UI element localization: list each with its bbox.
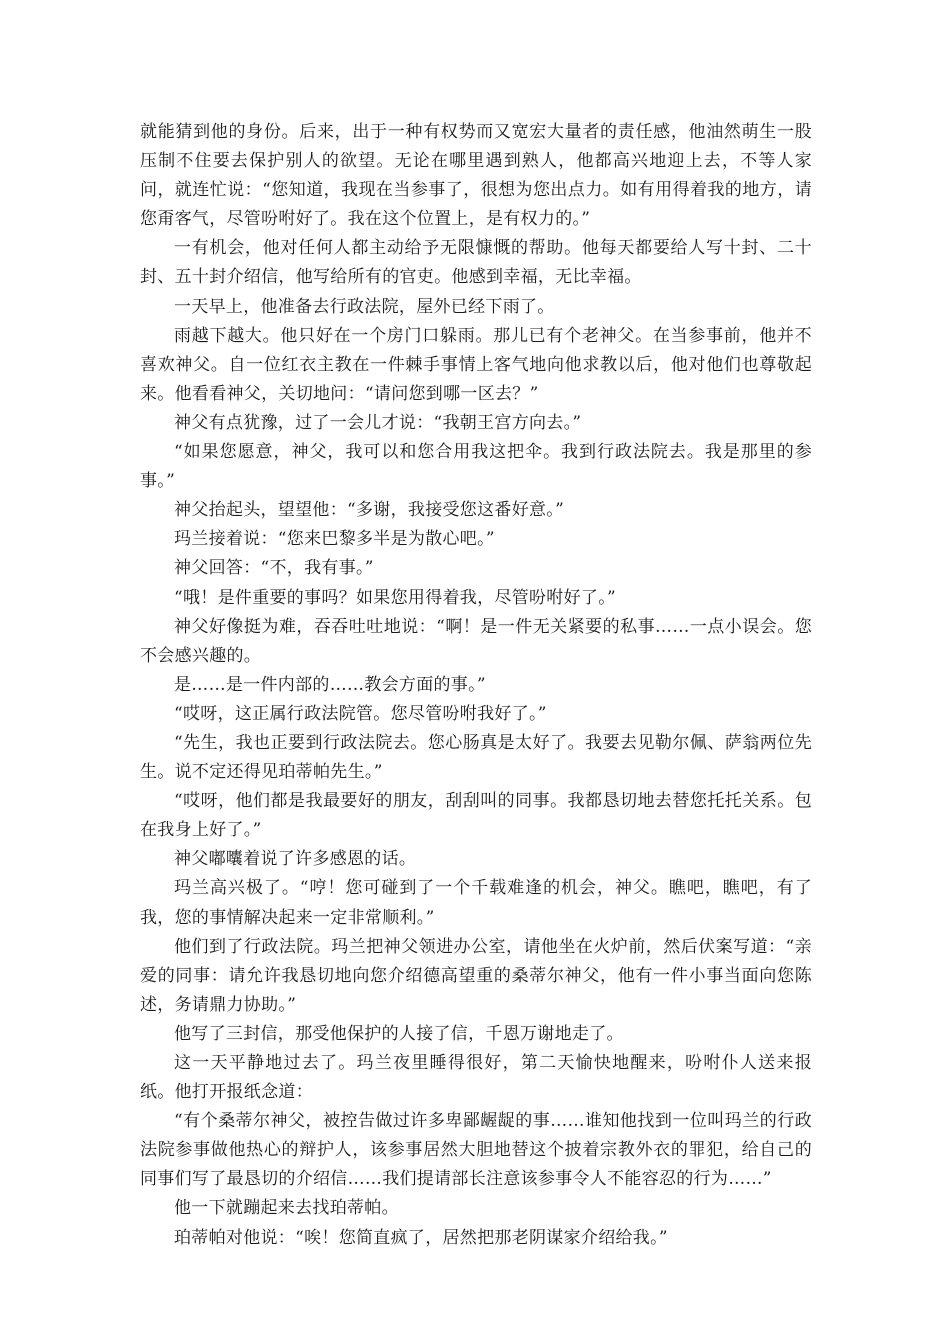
paragraph: 他一下就蹦起来去找珀蒂帕。 bbox=[174, 1198, 399, 1219]
paragraph: 雨越下越大。他只好在一个房门口躲雨。那儿已有个老神父。在当参事前，他并不喜欢神父。自一位红衣主教在一件棘手事情上客气地向他求教以后，他对他们也尊敬起来。他看看神父，关切地问：“请问您到哪一区去？” bbox=[140, 325, 812, 404]
paragraph: 神父回答：“不，我有事。” bbox=[174, 558, 374, 579]
paragraph: 玛兰接着说：“您来巴黎多半是为散心吧。” bbox=[174, 529, 495, 550]
paragraph: 他写了三封信，那受他保护的人接了信，千恩万谢地走了。 bbox=[174, 1023, 624, 1044]
paragraph: “先生，我也正要到行政法院去。您心肠真是太好了。我要去见勒尔佩、萨翁两位先生。说不定还得见珀蒂帕先生。” bbox=[140, 732, 812, 783]
paragraph: 玛兰高兴极了。“哼！您可碰到了一个千载难逢的机会，神父。瞧吧，瞧吧，有了我，您的事情解决起来一定非常顺利。” bbox=[140, 878, 812, 928]
paragraph: “哎呀，他们都是我最要好的朋友，刮刮叫的同事。我都恳切地去替您托托关系。包在我身上好了。” bbox=[140, 791, 812, 841]
paragraph: 是……是一件内部的……教会方面的事。” bbox=[174, 674, 486, 695]
paragraph: 神父抬起头，望望他：“多谢，我接受您这番好意。” bbox=[174, 500, 565, 521]
paragraph: “有个桑蒂尔神父，被控告做过许多卑鄙龌龊的事……谁知他找到一位叫玛兰的行政法院参事做他热心的辩护人，该参事居然大胆地替这个披着宗教外衣的罪犯，给自己的同事们写了最恳切的介绍信……我们提请部长注意该参事令人不能容忍的行为……” bbox=[140, 1111, 812, 1190]
paragraph: 一天早上，他准备去行政法院，屋外已经下雨了。 bbox=[174, 296, 555, 317]
paragraph: 就能猜到他的身份。后来，出于一种有权势而又宽宏大量者的责任感，他油然萌生一股压制不住要去保护别人的欲望。无论在哪里遇到熟人，他都高兴地迎上去，不等人家问，就连忙说：“您知道，我现在当参事了，很想为您出点力。如有用得着我的地方，请您甭客气，尽管吩咐好了。我在这个位置上，是有权力的。” bbox=[140, 122, 812, 230]
paragraph: “如果您愿意，神父，我可以和您合用我这把伞。我到行政法院去。我是那里的参事。” bbox=[140, 442, 812, 492]
paragraph: 珀蒂帕对他说：“唉！您简直疯了，居然把那老阴谋家介绍给我。” bbox=[174, 1227, 668, 1248]
paragraph: 神父有点犹豫，过了一会儿才说：“我朝王宫方向去。” bbox=[174, 412, 582, 433]
paragraph: 这一天平静地过去了。玛兰夜里睡得很好，第二天愉快地醒来，吩咐仆人送来报纸。他打开报纸念道： bbox=[140, 1053, 812, 1103]
paragraph: 神父好像挺为难，吞吞吐吐地说：“啊！是一件无关紧要的私事……一点小误会。您不会感兴趣的。 bbox=[140, 616, 812, 666]
paragraph: “哦！是件重要的事吗？如果您用得着我，尽管吩咐好了。” bbox=[174, 587, 616, 608]
document-page bbox=[140, 118, 812, 1253]
paragraph: 一有机会，他对任何人都主动给予无限慷慨的帮助。他每天都要给人写十封、二十封、五十封介绍信，他写给所有的官吏。他感到幸福，无比幸福。 bbox=[140, 238, 812, 288]
paragraph: 他们到了行政法院。玛兰把神父领进办公室，请他坐在火炉前，然后伏案写道：“亲爱的同事：请允许我恳切地向您介绍德高望重的桑蒂尔神父，他有一件小事当面向您陈述，务请鼎力协助。” bbox=[140, 936, 812, 1015]
paragraph: 神父嘟囔着说了许多感恩的话。 bbox=[174, 849, 417, 870]
paragraph: “哎呀，这正属行政法院管。您尽管吩咐我好了。” bbox=[174, 703, 547, 724]
